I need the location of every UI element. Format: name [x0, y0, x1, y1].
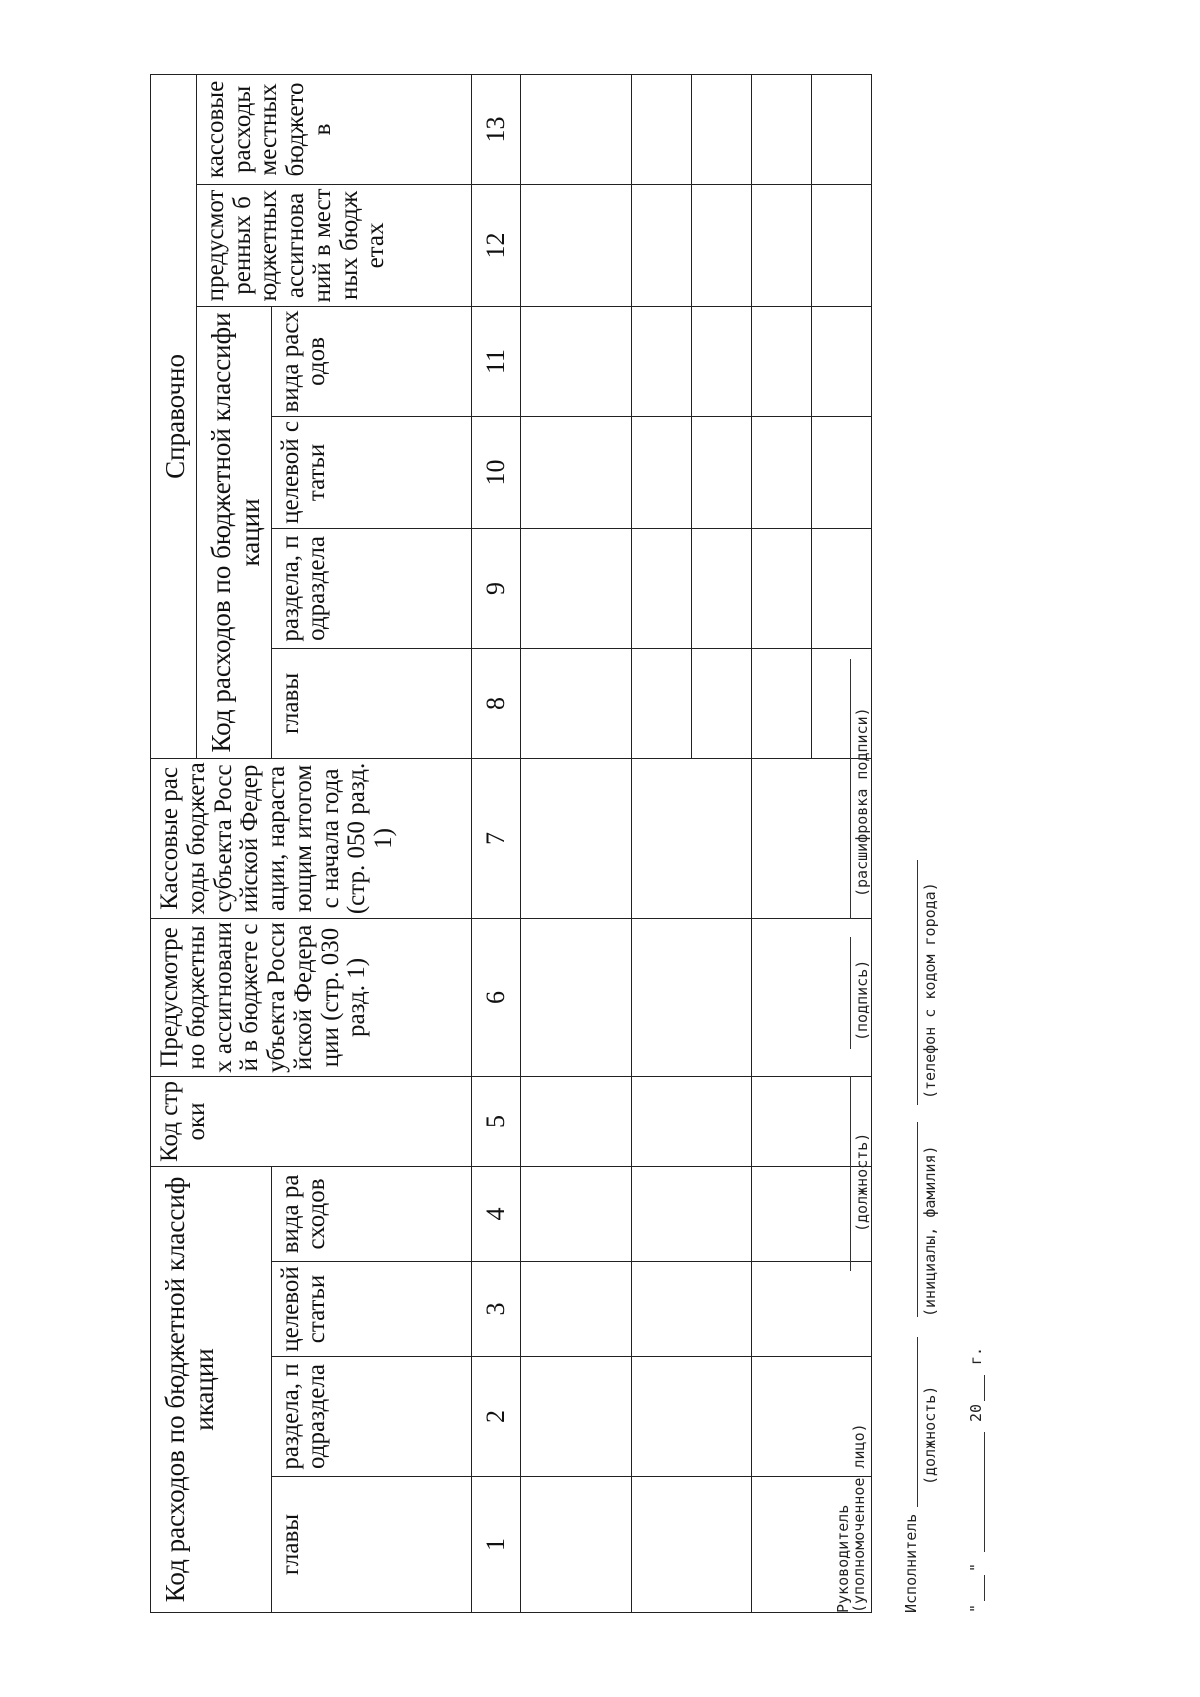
col-predusm-mestnye-header: предусмотренных бюджетных ассигнований в местных бюджетах: [196, 184, 471, 306]
table-row: [520, 74, 631, 1612]
date-year-line[interactable]: [984, 1375, 985, 1401]
table-cell[interactable]: [520, 1357, 631, 1477]
table-cell[interactable]: [751, 184, 811, 306]
table-cell[interactable]: [691, 306, 751, 416]
rasshifrovka-line[interactable]: [850, 659, 851, 919]
initsialy-line[interactable]: [917, 1122, 918, 1317]
col-vida-right-header: вида расходов: [271, 306, 471, 416]
table-cell[interactable]: [631, 1166, 751, 1261]
date-quote-close: ": [967, 1562, 985, 1572]
telefon-caption: (телефон с кодом города): [921, 882, 939, 1099]
col-number: 6: [471, 918, 520, 1076]
col-number: 4: [471, 1166, 520, 1261]
table-cell[interactable]: [751, 528, 811, 648]
group-code-left-header: Код расходов по бюджетной классификации: [151, 1166, 272, 1612]
table-cell[interactable]: [811, 306, 871, 416]
col-glavy-header: главы: [271, 1477, 471, 1613]
table-cell[interactable]: [691, 184, 751, 306]
date-day-line[interactable]: [984, 1575, 985, 1601]
table-cell[interactable]: [691, 648, 751, 758]
date-year-prefix: 20: [967, 1403, 985, 1422]
table-row: [751, 74, 811, 1612]
ispolnitel-dolzhnost-line[interactable]: [917, 1337, 918, 1507]
table-cell[interactable]: [520, 528, 631, 648]
table-cell[interactable]: [631, 1262, 751, 1357]
ispolnitel-dolzhnost-caption: (должность): [921, 1385, 939, 1485]
col-kassovye-mestnye-header: кассовые расходы местных бюджетов: [196, 74, 471, 184]
table-cell[interactable]: [691, 528, 751, 648]
upolnomochennoe-label: (уполномоченное лицо): [850, 1423, 868, 1613]
table-cell[interactable]: [751, 416, 811, 528]
col-celevoy-right-header: целевой статьи: [271, 416, 471, 528]
col-number: 12: [471, 184, 520, 306]
col-number: 13: [471, 74, 520, 184]
table-cell[interactable]: [631, 758, 751, 918]
col-number: 11: [471, 306, 520, 416]
expenses-report-table: [150, 74, 872, 1613]
table-cell[interactable]: [751, 306, 811, 416]
table-cell[interactable]: [691, 74, 751, 184]
table-cell[interactable]: [520, 918, 631, 1076]
dolzhnost-caption: (должность): [853, 1132, 871, 1232]
podpis-caption: (подпись): [853, 959, 871, 1041]
table-cell[interactable]: [631, 1076, 751, 1166]
table-cell[interactable]: [811, 74, 871, 184]
table-cell[interactable]: [520, 648, 631, 758]
podpis-line[interactable]: [850, 937, 851, 1049]
table-cell[interactable]: [520, 184, 631, 306]
col-number: 9: [471, 528, 520, 648]
table-cell[interactable]: [811, 528, 871, 648]
date-month-line[interactable]: [984, 1432, 985, 1552]
table-cell[interactable]: [520, 1262, 631, 1357]
date-suffix: г.: [967, 1346, 985, 1365]
header-row-1: [151, 74, 197, 1612]
table-cell[interactable]: [811, 416, 871, 528]
col-number: 8: [471, 648, 520, 758]
col-number: 5: [471, 1076, 520, 1166]
dolzhnost-line[interactable]: [850, 1076, 851, 1271]
date-quote-open: ": [967, 1603, 985, 1613]
table-cell[interactable]: [520, 1477, 631, 1613]
col-glavy-right-header: главы: [271, 648, 471, 758]
table-cell[interactable]: [631, 306, 691, 416]
col-kassovye-header: Кассовые расходы бюджета субъекта Российской Федерации, нарастающим итогом с начала года (стр. 050 разд. 1): [151, 758, 472, 918]
table-cell[interactable]: [631, 416, 691, 528]
table-cell[interactable]: [751, 1262, 871, 1357]
table-cell[interactable]: [520, 306, 631, 416]
table-cell[interactable]: [691, 416, 751, 528]
table-row: [631, 74, 691, 1612]
col-razdela-header: раздела, подраздела: [271, 1357, 471, 1477]
ispolnitel-label: Исполнитель: [902, 1513, 920, 1613]
table-cell[interactable]: [631, 648, 691, 758]
table-cell[interactable]: [631, 74, 691, 184]
col-number: 7: [471, 758, 520, 918]
rasshifrovka-caption: (расшифровка подписи): [853, 707, 871, 897]
column-number-row: [471, 74, 520, 1612]
table-cell[interactable]: [520, 1166, 631, 1261]
table-cell[interactable]: [520, 74, 631, 184]
col-vida-header: вида расходов: [271, 1166, 471, 1261]
table-cell[interactable]: [631, 1357, 751, 1477]
table-cell[interactable]: [631, 1477, 751, 1613]
col-number: 3: [471, 1262, 520, 1357]
col-predusmotreno-header: Предусмотрено бюджетных ассигнований в бюджете субъекта Российской Федерации (стр. 030 разд. 1): [151, 918, 472, 1076]
initsialy-caption: (инициалы, фамилия): [921, 1145, 939, 1317]
telefon-line[interactable]: [917, 860, 918, 1105]
col-celevoy-header: целевой статьи: [271, 1262, 471, 1357]
col-number: 10: [471, 416, 520, 528]
table-cell[interactable]: [751, 74, 811, 184]
table-cell[interactable]: [520, 1076, 631, 1166]
col-number: 2: [471, 1357, 520, 1477]
table-cell[interactable]: [631, 528, 691, 648]
group-spravochno-header: Справочно: [151, 74, 197, 758]
group-code-right-header: Код расходов по бюджетной классификации: [196, 306, 271, 758]
table-cell[interactable]: [811, 184, 871, 306]
table-cell[interactable]: [631, 184, 691, 306]
table-cell[interactable]: [751, 648, 811, 758]
col-number: 1: [471, 1477, 520, 1613]
col-razdela-right-header: раздела, подраздела: [271, 528, 471, 648]
table-cell[interactable]: [520, 416, 631, 528]
col-kod-stroki-header: Код строки: [151, 1076, 472, 1166]
table-cell[interactable]: [520, 758, 631, 918]
rukovoditel-label: Руководитель: [834, 1504, 852, 1613]
table-cell[interactable]: [631, 918, 751, 1076]
